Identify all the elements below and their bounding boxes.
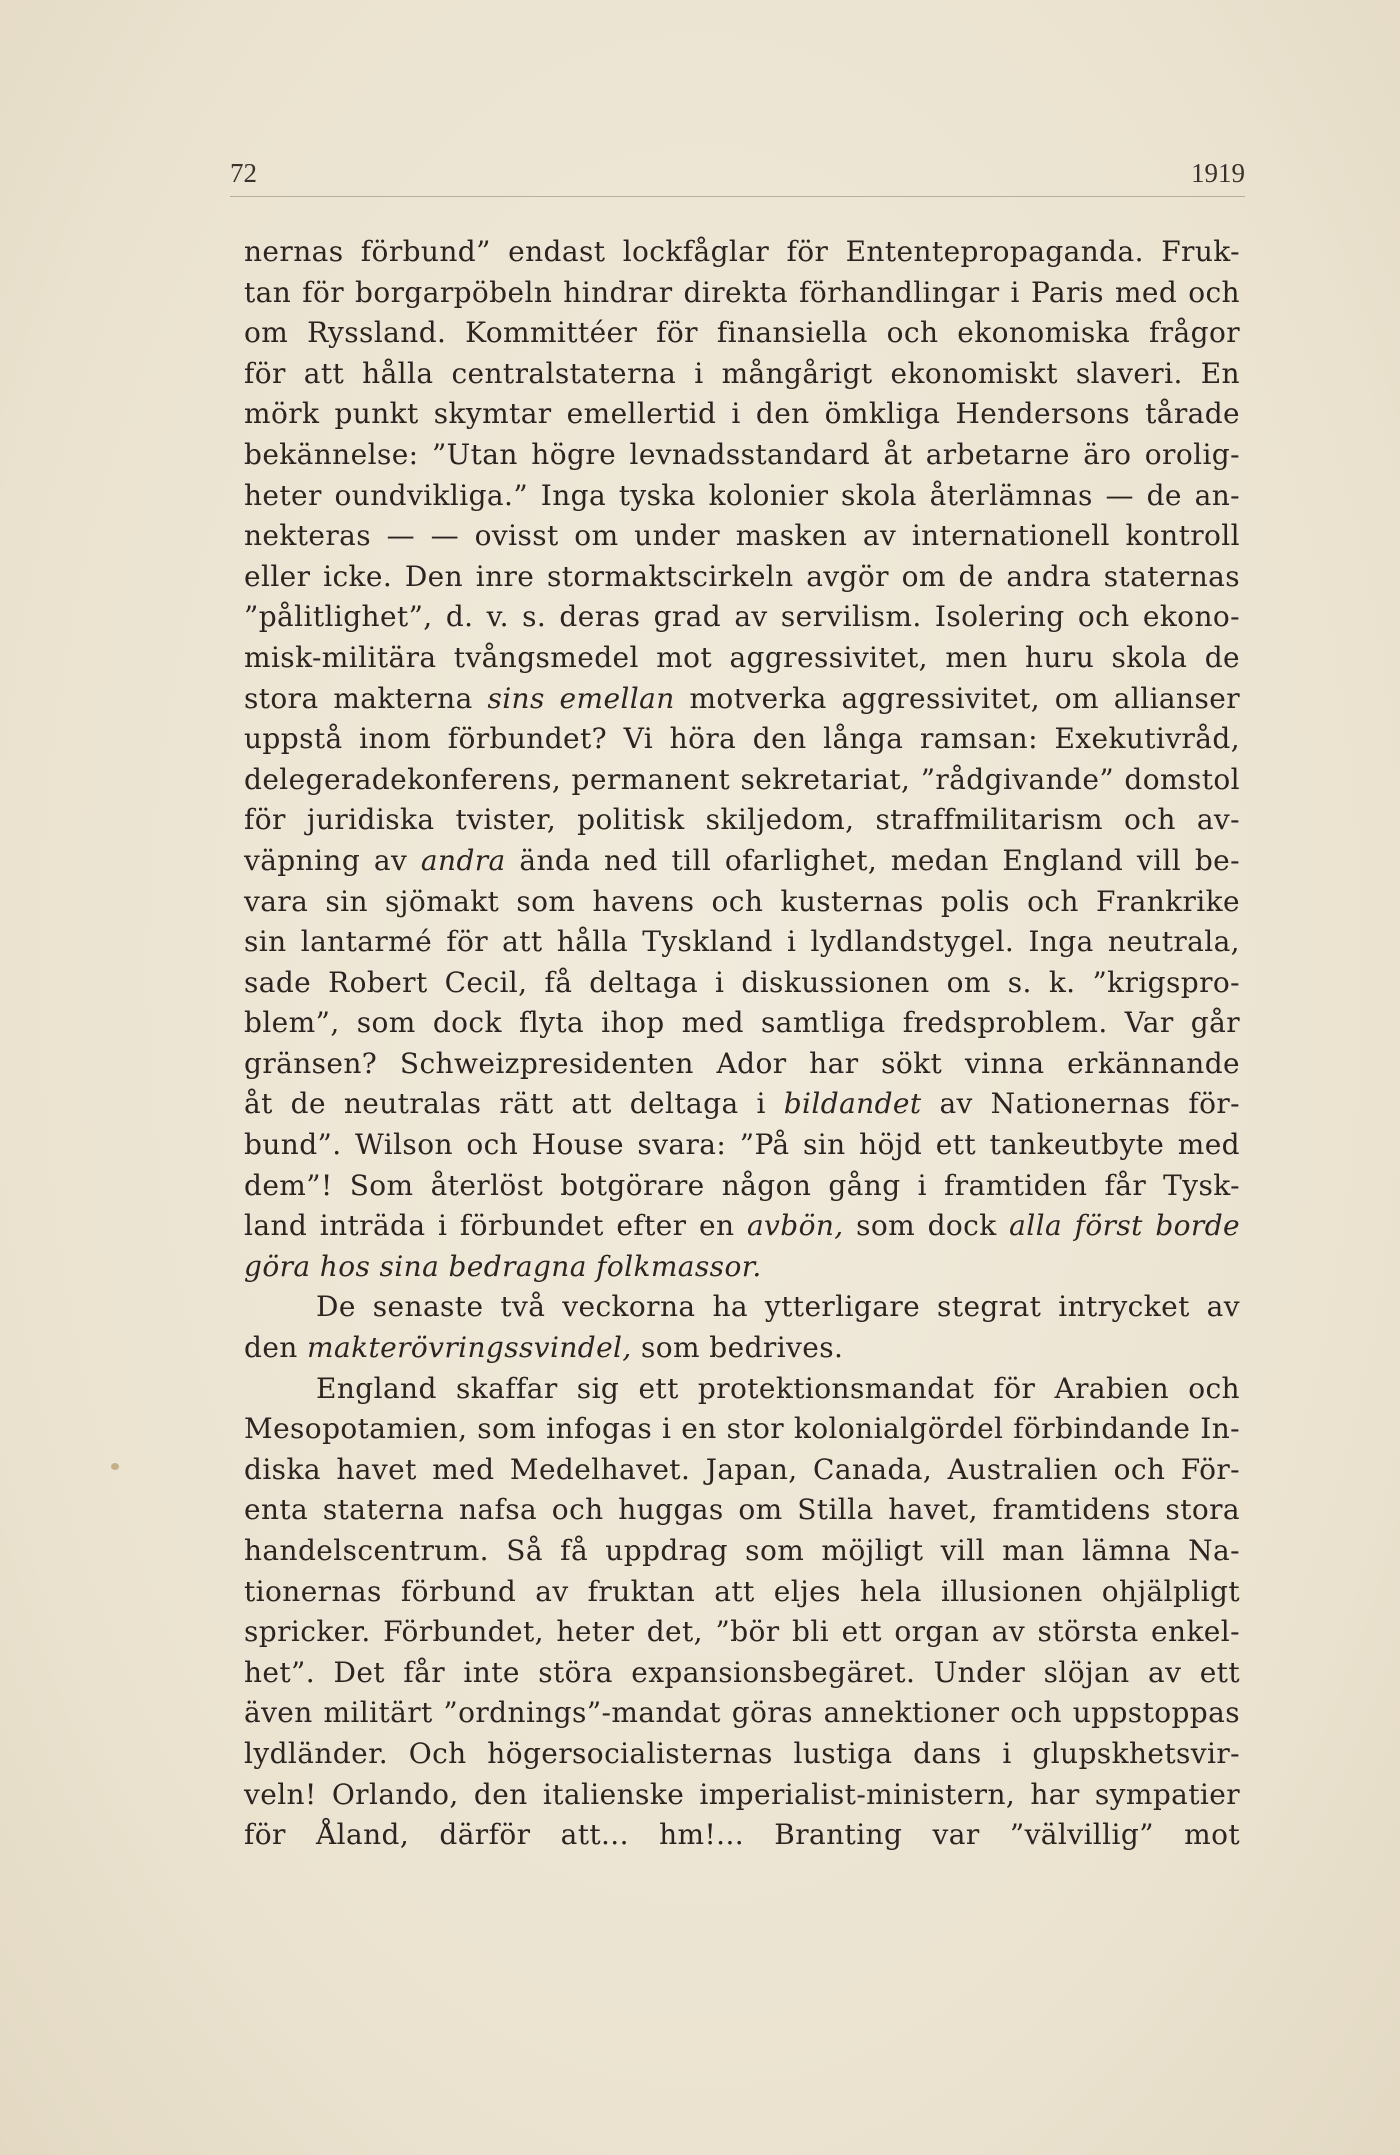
text-line: [244, 1450, 1240, 1491]
text-run: England skaffar sig ett protektionsmandat för Arabien och: [316, 1371, 1240, 1405]
text-run: Mesopotamien, som infogas i en stor kolonialgördel förbindande In-: [244, 1412, 1240, 1446]
text-line: [244, 354, 1240, 395]
text-line: [244, 313, 1240, 354]
text-line: [244, 1084, 1240, 1125]
text-run: tan för borgarpöbeln hindrar direkta förhandlingar i Paris med och: [244, 275, 1240, 309]
text-line: [244, 1693, 1240, 1734]
text-line: [244, 273, 1240, 314]
text-run: De senaste två veckorna ha ytterligare stegrat intrycket av: [316, 1290, 1240, 1324]
text-run: bekännelse: ”Utan högre levnadsstandard åt arbetarne äro orolig-: [244, 437, 1240, 471]
text-run: motverka aggressivitet, om allianser: [674, 681, 1240, 715]
text-line: [244, 1653, 1240, 1694]
italic-phrase: alla först borde: [1009, 1209, 1240, 1243]
text-run: ”pålitlighet”, d. v. s. deras grad av servilism. Isolering och ekono-: [244, 600, 1240, 634]
running-header: [230, 158, 1245, 192]
text-line: [244, 719, 1240, 760]
text-line: [244, 638, 1240, 679]
header-year: 1919: [1191, 158, 1245, 188]
text-line: [244, 1409, 1240, 1450]
text-run: nernas förbund” endast lockfåglar för Ententepropaganda. Fruk-: [244, 235, 1240, 268]
italic-phrase: sins emellan: [487, 681, 675, 715]
text-run: för juridiska tvister, politisk skiljedom, straffmilitarism och av-: [244, 803, 1240, 837]
text-run: enta staterna nafsa och huggas om Stilla havet, framtidens stora: [244, 1493, 1240, 1527]
text-line: [244, 679, 1240, 720]
text-run: sin lantarmé för att hålla Tyskland i lydlandstygel. Inga neutrala,: [244, 925, 1240, 959]
text-run: dem”! Som återlöst botgörare någon gång i framtiden får Tysk-: [244, 1168, 1240, 1202]
text-line: [244, 1003, 1240, 1044]
text-run: gränsen? Schweizpresidenten Ador har sökt vinna erkännande: [244, 1046, 1240, 1080]
text-run: lydländer. Och högersocialisternas lustiga dans i glupskhetsvir-: [244, 1736, 1240, 1770]
text-run: den: [244, 1331, 308, 1365]
text-run: som dock: [843, 1209, 1010, 1243]
text-line: [244, 882, 1240, 923]
italic-phrase: bildandet: [783, 1087, 922, 1121]
text-run: mörk punkt skymtar emellertid i den ömkliga Hendersons tårade: [244, 397, 1240, 431]
text-line: [244, 1369, 1240, 1410]
text-line: [244, 1287, 1240, 1328]
italic-phrase: andra: [420, 843, 506, 877]
text-run: som bedrives.: [631, 1331, 844, 1365]
text-line: [244, 435, 1240, 476]
text-line: [244, 1166, 1240, 1207]
text-line: [244, 1206, 1240, 1247]
text-run: handelscentrum. Så få uppdrag som möjligt vill man lämna Na-: [244, 1534, 1240, 1567]
text-line: [244, 394, 1240, 435]
text-line: [244, 1775, 1240, 1816]
text-line: [244, 1328, 1240, 1369]
text-run: nekteras — — ovisst om under masken av internationell kontroll: [244, 519, 1240, 553]
text-run: blem”, som dock flyta ihop med samtliga fredsproblem. Var går: [244, 1006, 1240, 1040]
text-line: [244, 1572, 1240, 1613]
text-run: för att hålla centralstaterna i mångårigt ekonomiskt slaveri. En: [244, 356, 1240, 390]
text-line: [244, 963, 1240, 1004]
text-line: [244, 1044, 1240, 1085]
text-run: heter oundvikliga.” Inga tyska kolonier skola återlämnas — de an-: [244, 478, 1240, 512]
text-line: [244, 476, 1240, 517]
text-run: misk-militära tvångsmedel mot aggressivitet, men huru skola de: [244, 640, 1240, 674]
italic-phrase: avbön,: [746, 1209, 844, 1243]
text-run: het”. Det får inte störa expansionsbegäret. Under slöjan av ett: [244, 1655, 1240, 1689]
text-run: vara sin sjömakt som havens och kusternas polis och Frankrike: [244, 884, 1240, 918]
text-line: [244, 1247, 1240, 1288]
italic-phrase: makterövringssvindel,: [307, 1331, 632, 1365]
text-line: [244, 232, 1240, 273]
text-line: [244, 1531, 1240, 1572]
text-line: [244, 597, 1240, 638]
text-run: ända ned till ofarlighet, medan England vill be-: [505, 843, 1241, 877]
text-line: [244, 1815, 1240, 1856]
text-run: om Ryssland. Kommittéer för finansiella och ekonomiska frågor: [244, 316, 1240, 350]
text-line: [244, 800, 1240, 841]
text-run: bund”. Wilson och House svara: ”På sin höjd ett tankeutbyte med: [244, 1128, 1240, 1162]
header-rule: [230, 196, 1245, 197]
text-run: väpning av: [244, 843, 421, 877]
page-number: 72: [230, 158, 257, 188]
text-run: land inträda i förbundet efter en: [244, 1209, 747, 1243]
text-run: sade Robert Cecil, få deltaga i diskussionen om s. k. ”krigspro-: [244, 965, 1240, 999]
text-run: även militärt ”ordnings”-mandat göras annektioner och uppstoppas: [244, 1696, 1240, 1730]
text-run: för Åland, därför att... hm!... Branting var ”välvillig” mot: [244, 1818, 1240, 1852]
text-run: tionernas förbund av fruktan att eljes hela illusionen ohjälpligt: [244, 1574, 1240, 1608]
text-run: stora makterna: [244, 681, 488, 715]
text-run: delegeradekonferens, permanent sekretariat, ”rådgivande” domstol: [244, 762, 1240, 796]
text-line: [244, 1490, 1240, 1531]
text-run: uppstå inom förbundet? Vi höra den långa ramsan: Exekutivråd,: [244, 722, 1240, 756]
italic-phrase: göra hos sina bedragna folkmassor.: [244, 1249, 762, 1283]
text-run: av Nationernas för-: [921, 1087, 1240, 1121]
text-run: eller icke. Den inre stormaktscirkeln avgör om de andra staternas: [244, 559, 1240, 593]
text-run: veln! Orlando, den italienske imperialist-ministern, har sympatier: [244, 1777, 1240, 1811]
text-line: [244, 1734, 1240, 1775]
text-run: diska havet med Medelhavet. Japan, Canada, Australien och För-: [244, 1452, 1240, 1486]
text-line: [244, 1125, 1240, 1166]
text-line: [244, 1612, 1240, 1653]
text-run: åt de neutralas rätt att deltaga i: [244, 1087, 784, 1121]
body-text: [244, 232, 1240, 1856]
text-run: spricker. Förbundet, heter det, ”bör bli ett organ av största enkel-: [244, 1615, 1240, 1649]
text-line: [244, 557, 1240, 598]
text-line: [244, 922, 1240, 963]
paper-stain: [111, 1463, 119, 1470]
text-line: [244, 516, 1240, 557]
text-line: [244, 760, 1240, 801]
text-line: [244, 841, 1240, 882]
